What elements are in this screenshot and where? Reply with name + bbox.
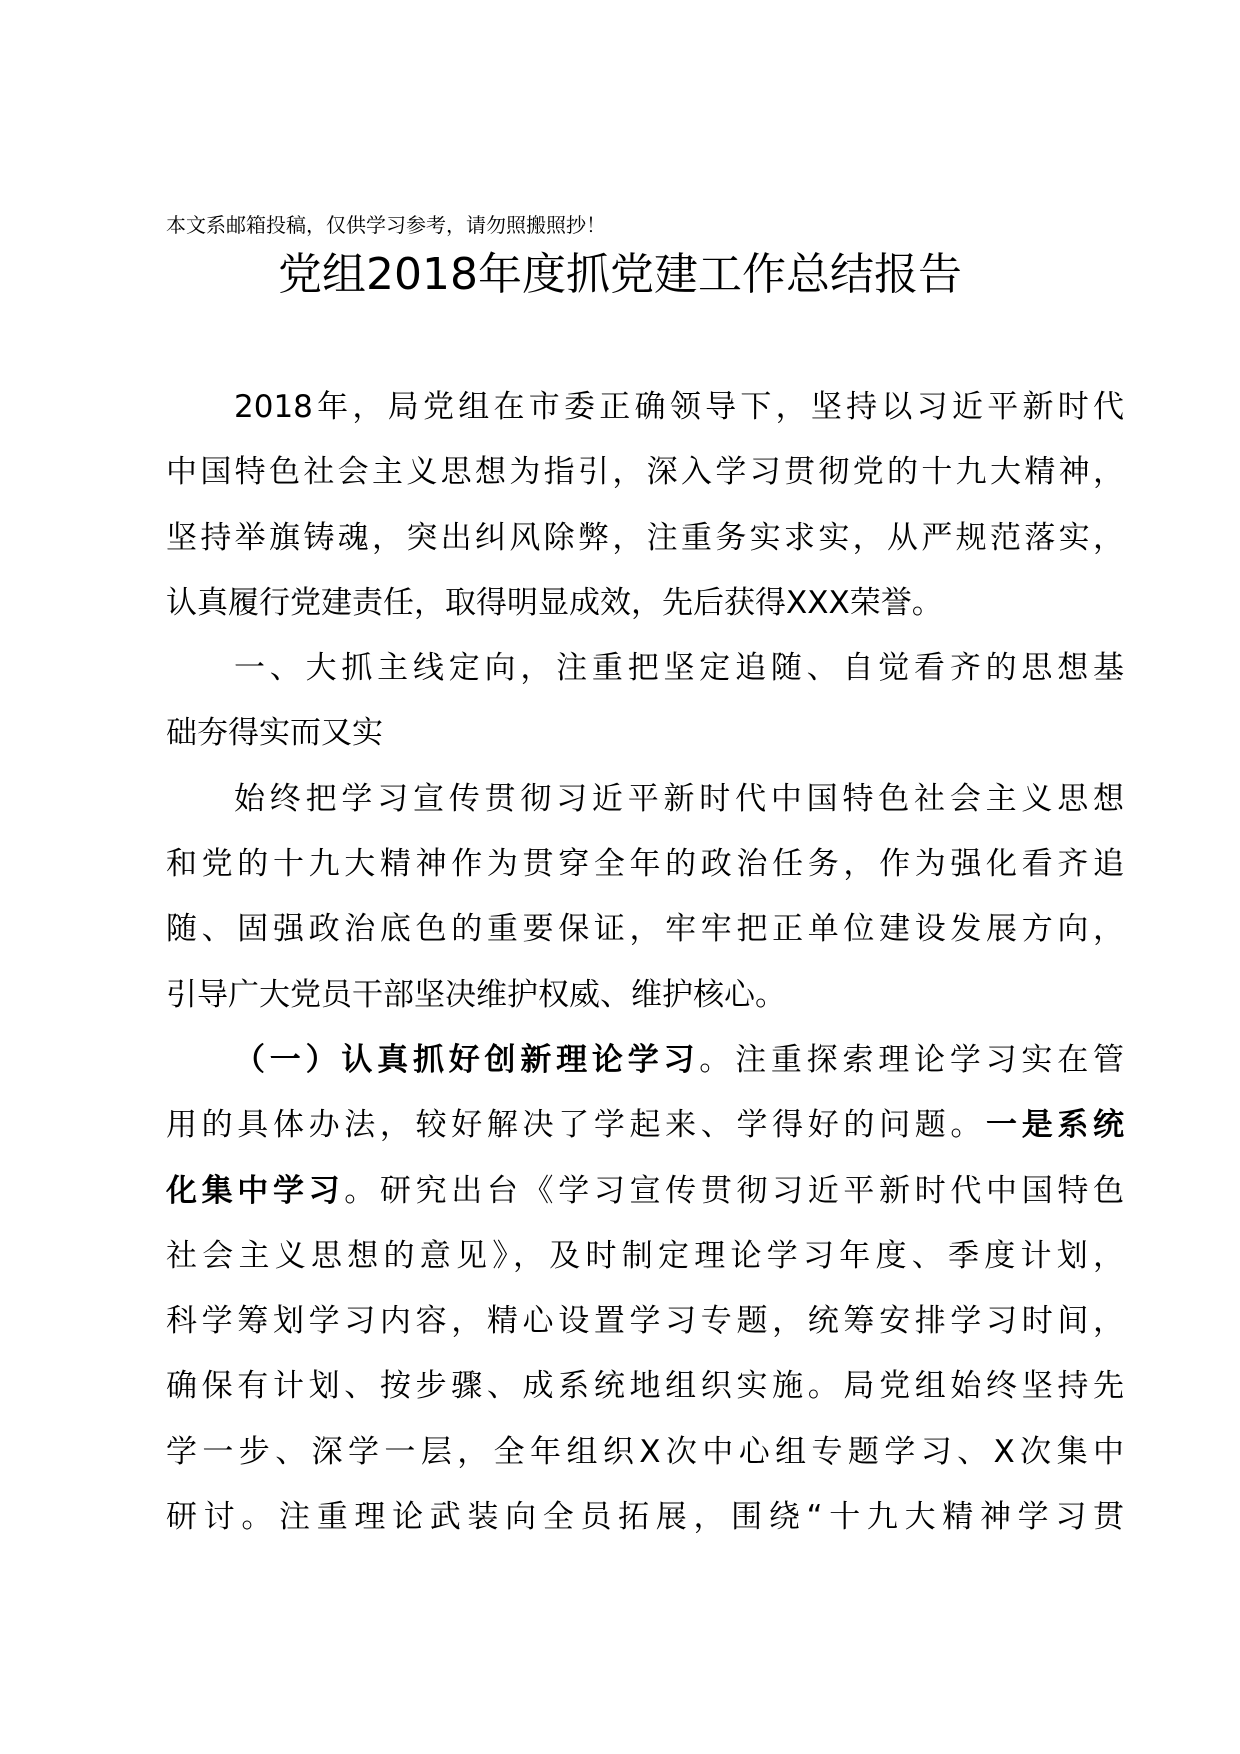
body-text: 始终把学习宣传贯彻习近平新时代中国特色社会主义思想 xyxy=(234,780,1124,817)
text-line xyxy=(166,440,1124,505)
body-text: 科学筹划学习内容，精心设置学习专题，统筹安排学习时间， xyxy=(166,1303,1124,1340)
paragraph xyxy=(166,375,1124,636)
bold-heading-text: 化集中学习 xyxy=(166,1172,345,1209)
body-text: 确保有计划、按步骤、成系统地组织实施。局党组始终坚持先 xyxy=(166,1368,1124,1405)
document-title: 党组2018年度抓党建工作总结报告 xyxy=(278,249,962,300)
body-text: 引导广大党员干部坚决维护权威、维护核心。 xyxy=(166,976,786,1013)
text-line xyxy=(166,1093,1124,1158)
body-text: 础夯得实而又实 xyxy=(166,715,383,752)
bold-heading-text: （一）认真抓好创新理论学习 xyxy=(234,1041,700,1078)
text-line xyxy=(166,963,1124,1028)
text-line xyxy=(166,1289,1124,1354)
body-text: 社会主义思想的意见》，及时制定理论学习年度、季度计划， xyxy=(166,1237,1124,1274)
body-text: 随、固强政治底色的重要保证，牢牢把正单位建设发展方向， xyxy=(166,911,1124,948)
text-line xyxy=(166,1420,1124,1485)
text-line xyxy=(166,832,1124,897)
text-line xyxy=(166,701,1124,766)
text-line xyxy=(166,1028,1124,1093)
text-line xyxy=(166,571,1124,636)
body-text: 坚持举旗铸魂，突出纠风除弊，注重务实求实，从严规范落实， xyxy=(166,519,1124,556)
text-line xyxy=(166,506,1124,571)
paragraph xyxy=(166,636,1124,767)
text-line xyxy=(166,1159,1124,1224)
document-body xyxy=(166,375,1124,1550)
body-text: 。研究出台《学习宣传贯彻习近平新时代中国特色 xyxy=(344,1172,1125,1209)
text-line xyxy=(166,636,1124,701)
text-line xyxy=(166,897,1124,962)
text-line xyxy=(166,767,1124,832)
paragraph xyxy=(166,767,1124,1028)
copyright-notice: 本文系邮箱投稿，仅供学习参考，请勿照搬照抄！ xyxy=(166,213,606,237)
body-text: 和党的十九大精神作为贯穿全年的政治任务，作为强化看齐追 xyxy=(166,846,1124,883)
text-line xyxy=(166,1354,1124,1419)
text-line xyxy=(166,1224,1124,1289)
body-text: 认真履行党建责任，取得明显成效，先后获得XXX荣誉。 xyxy=(166,584,943,621)
text-line xyxy=(166,1485,1124,1550)
paragraph xyxy=(166,1028,1124,1550)
body-text: 用的具体办法，较好解决了学起来、学得好的问题。 xyxy=(166,1107,987,1144)
body-text: 研讨。注重理论武装向全员拓展，围绕“十九大精神学习贯 xyxy=(166,1499,1124,1536)
body-text: 。注重探索理论学习实在管 xyxy=(699,1041,1125,1078)
body-text: 中国特色社会主义思想为指引，深入学习贯彻党的十九大精神， xyxy=(166,454,1124,491)
body-text: 学一步、深学一层，全年组织X次中心组专题学习、X次集中 xyxy=(166,1433,1124,1470)
body-text: 一、大抓主线定向，注重把坚定追随、自觉看齐的思想基 xyxy=(234,650,1124,687)
bold-heading-text: 一是系统 xyxy=(986,1107,1125,1144)
text-line xyxy=(166,375,1124,440)
body-text: 2018年，局党组在市委正确领导下，坚持以习近平新时代 xyxy=(234,389,1124,425)
